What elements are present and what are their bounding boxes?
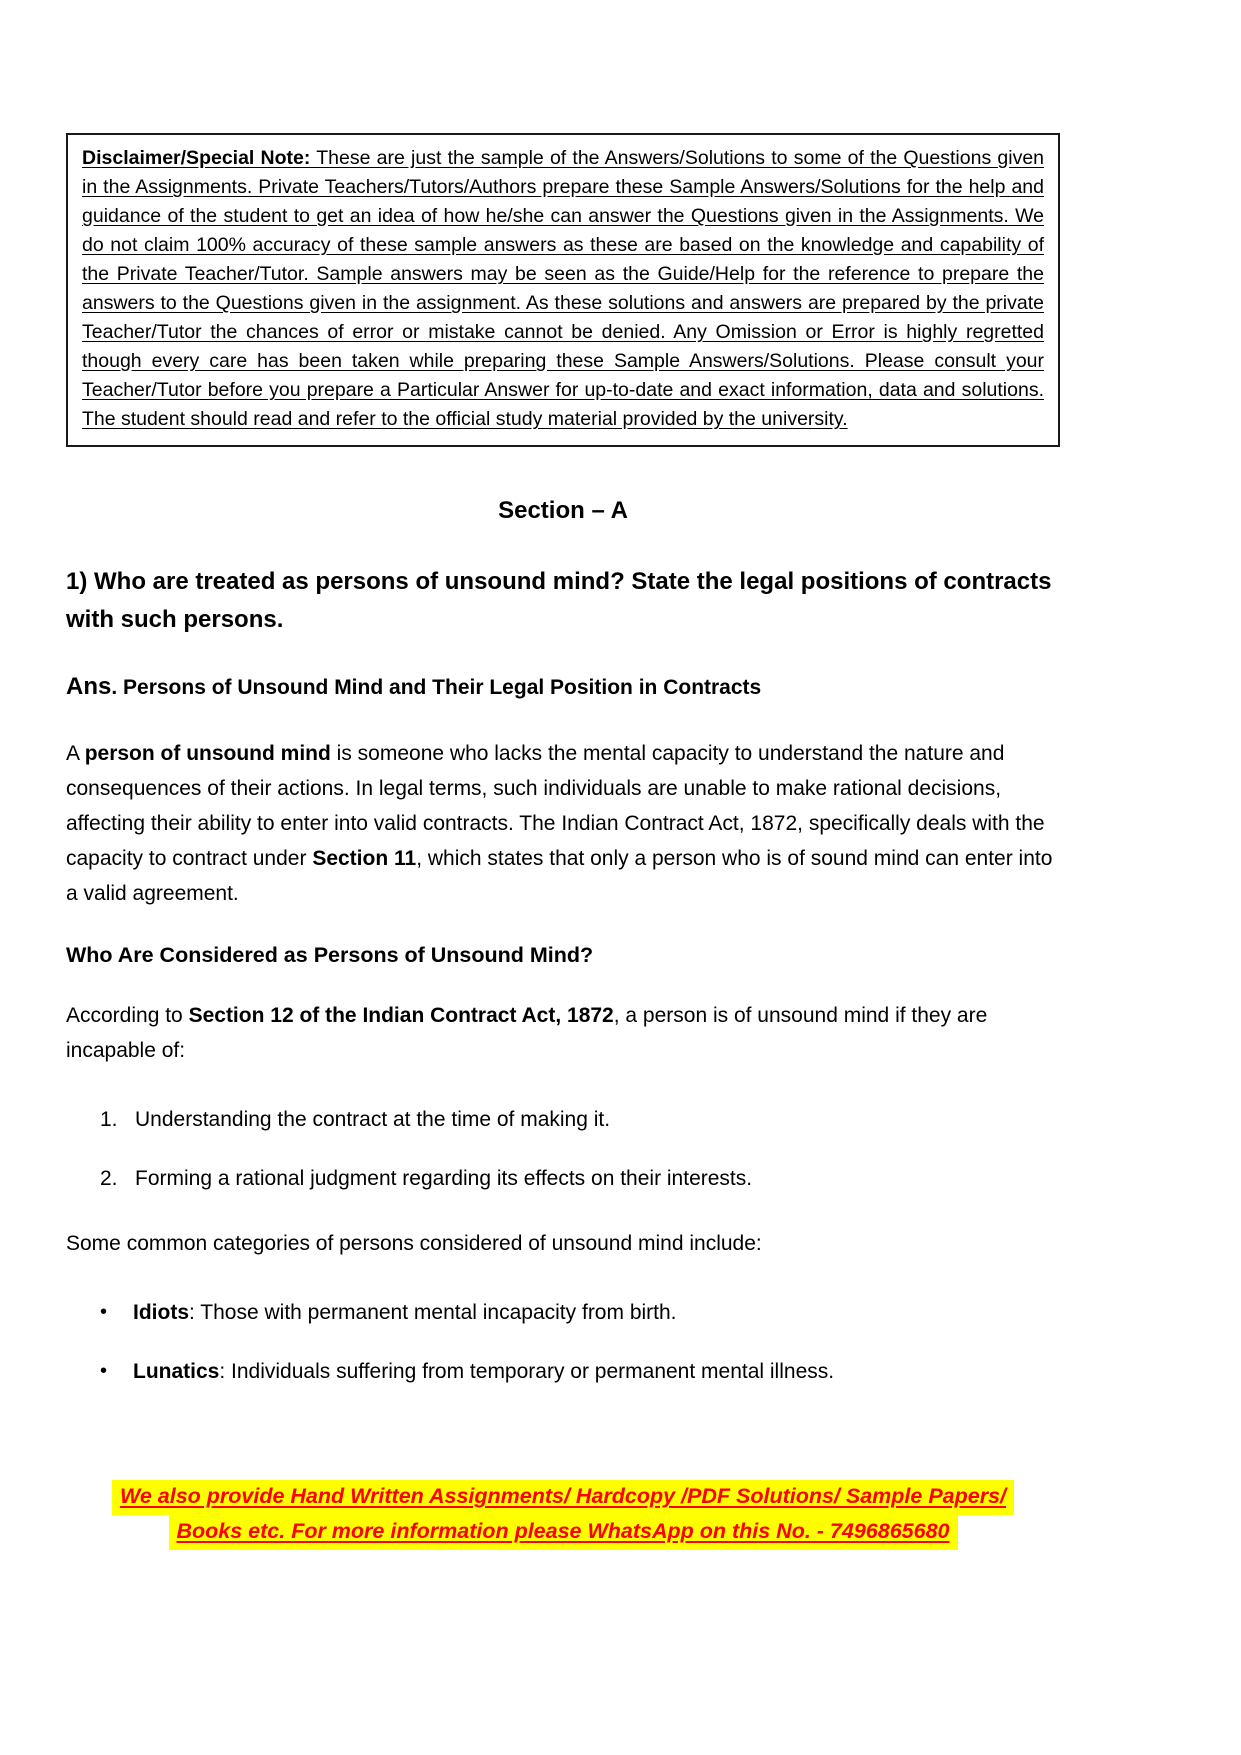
paragraph-according-to-section-12: According to Section 12 of the Indian Contract Act, 1872, a person is of unsound mind if they are incapable of:: [66, 1004, 988, 1062]
list-number: 1.: [100, 1108, 118, 1131]
list-item-text: Lunatics: Individuals suffering from temporary or permanent mental illness.: [133, 1360, 835, 1383]
disclaimer-body: These are just the sample of the Answers/Solutions to some of the Questions given in the Assignments. Private Teachers/Tutors/Authors prepare these Sample Answers/Solutions for the help and guidance of the student to get an idea of how he/she can answer the Questions given in the Assignments. We do not claim 100% accuracy of these sample answers as these are based on the knowledge and capability of the Private Teacher/Tutor. Sample answers may be seen as the Guide/Help for the reference to prepare the answers to the Questions given in the assignment. As these solutions and answers are prepared by the private Teacher/Tutor the chances of error or mistake cannot be denied. Any Omission or Error is highly regretted though every care has been taken while preparing these Sample Answers/Solutions. Please consult your Teacher/Tutor before you prepare a Particular Answer for up-to-date and exact information, data and solutions. The student should read and refer to the official study material provided by the university.: [82, 147, 1045, 430]
bullet-list: [66, 1271, 1060, 1389]
question-heading: 1) Who are treated as persons of unsound mind? State the legal positions of contracts with such persons.: [66, 568, 1052, 633]
list-item-text: Forming a rational judgment regarding its effects on their interests.: [135, 1167, 753, 1190]
disclaimer-box: [66, 133, 1060, 447]
list-number: 2.: [100, 1167, 118, 1190]
footer-line-1: We also provide Hand Written Assignments/ Hardcopy /PDF Solutions/ Sample Papers/: [112, 1480, 1014, 1515]
answer-label: Ans: [66, 673, 112, 700]
footer-promo-note: [66, 1480, 1060, 1550]
list-item-text: Idiots: Those with permanent mental incapacity from birth.: [133, 1301, 677, 1324]
bullet-icon: •: [100, 1360, 108, 1382]
list-item-text: Understanding the contract at the time of making it.: [135, 1108, 611, 1131]
footer-line-2: Books etc. For more information please WhatsApp on this No. - 7496865680: [169, 1515, 958, 1550]
paragraph-unsound-mind-intro: A person of unsound mind is someone who lacks the mental capacity to understand the nature and consequences of their actions. In legal terms, such individuals are unable to make rational decisions, affecting their ability to enter into valid contracts. The Indian Contract Act, 1872, specifically deals with the capacity to contract under Section 11, which states that only a person who is of sound mind can enter into a valid agreement.: [66, 742, 1053, 905]
answer-title: . Persons of Unsound Mind and Their Legal Position in Contracts: [111, 676, 762, 699]
bullet-icon: •: [100, 1301, 108, 1323]
subheading-who-are-considered: Who Are Considered as Persons of Unsound Mind?: [66, 943, 594, 967]
paragraph-categories-intro: Some common categories of persons considered of unsound mind include:: [66, 1232, 762, 1255]
disclaimer-label: Disclaimer/Special Note:: [82, 147, 311, 169]
list-item: [66, 1354, 1060, 1389]
list-item: [66, 1102, 1060, 1137]
disclaimer-text: [82, 144, 1044, 434]
answer-title-line: [66, 671, 1060, 706]
numbered-list: [66, 1078, 1060, 1196]
list-item: [66, 1295, 1060, 1330]
list-item: [66, 1161, 1060, 1196]
section-heading: Section – A: [498, 497, 628, 524]
